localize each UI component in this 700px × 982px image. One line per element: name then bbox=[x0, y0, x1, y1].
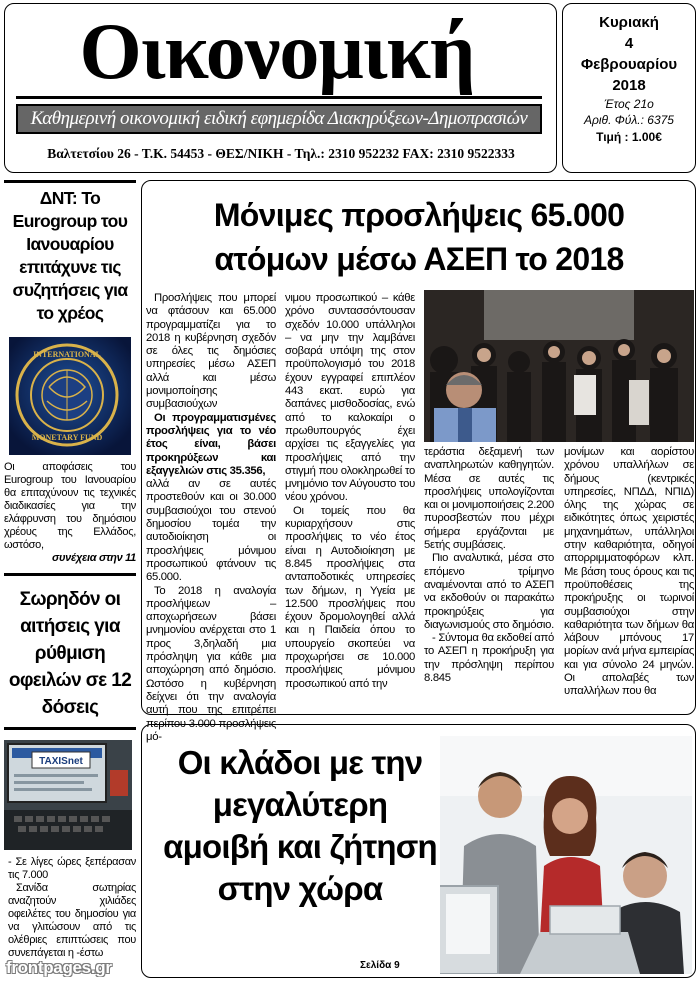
computer-screen-icon bbox=[4, 740, 132, 850]
taxisnet-image bbox=[4, 740, 132, 850]
main-col2-p1: νιμου προσωπικού – κάθε χρόνο συντασσόντουσαν σχεδόν 10.000 υπάλληλοι – να μην την λαμβάνει σοβαρά υπόψη της στον προϋπολογισμό του 2018 έχουν εγγραφεί επιπλέον 443 εκατ. ευρώ για δαπάνες μισθοδοσίας, ενώ από το καλοκαίρι ο πρωθυπουργός έχει αρχίσει τις εξαγγελίες για προσλήψεις από την στιγμή που ολοκληρωθεί το μνημόνιο τον Αύγουστο του νέου χρόνου. bbox=[285, 292, 415, 504]
svg-text:MONETARY FUND: MONETARY FUND bbox=[31, 433, 103, 442]
date-box bbox=[562, 3, 696, 173]
weekday: Κυριακή bbox=[599, 14, 659, 31]
crowd-image bbox=[424, 290, 694, 442]
newspaper-address: Βαλτετσίου 26 - Τ.Κ. 54453 - ΘΕΣ/ΝΙΚΗ - Τηλ.: 2310 952232 FAX: 2310 9522333 bbox=[47, 146, 515, 161]
bottom-headline[interactable]: Οι κλάδοι με την μεγαλύτερη αμοιβή και ζήτηση στην χώρα bbox=[163, 744, 437, 907]
main-col4-p1: μονίμων και αορίστου χρόνου υπαλλήλων σε δήμους (κεντρικές υπηρεσίες, ΝΠΔΔ, ΝΠΙΔ) όλης της χώρας σε ειδικότητες όπως χειριστές μηχανημάτων, υπάλληλοι στην καθαριότητα, οδηγοί απορριμματοφόρων κλπ. Με βάση τους όρους και τις προϋποθέσεις της προκήρυξης οι τωρινοί συμβασιούχοι στην καθαριότητα των δήμων θα λάβουν μπόνους 17 μορίων ανά μήνα εμπειρίας και για σύνολο 24 μηνών. Οι απολαβές των υπαλλήλων που θα bbox=[564, 446, 694, 698]
page-reference[interactable]: Σελίδα 9 bbox=[360, 960, 400, 971]
debt-subhead: - Σε λίγες ώρες ξεπέρασαν τις 7.000 bbox=[8, 856, 136, 881]
divider bbox=[4, 180, 136, 183]
students-image bbox=[440, 736, 692, 974]
main-col1-p2: αλλά αν σε αυτές προστεθούν και οι 30.000 συμβασιούχοι του στενού δημοσίου τομέα την αυτοδιοίκηση οι προσλήψεις μόνιμου προσωπικού φτάνουν τις 65.000. bbox=[146, 478, 276, 584]
main-column-2 bbox=[285, 292, 415, 691]
imf-continued-link[interactable]: συνέχεια στην 11 bbox=[51, 552, 136, 564]
imf-headline[interactable]: ΔΝΤ: Το Eurogroup του Ιανουαρίου επιτάχυνε τις συζητήσεις για το χρέος bbox=[12, 188, 128, 323]
debt-headline[interactable]: Σωρηδόν οι αιτήσεις για ρύθμιση οφειλών σε 12 δόσεις bbox=[8, 589, 132, 718]
imf-logo-image bbox=[9, 337, 131, 455]
svg-text:INTERNATIONAL: INTERNATIONAL bbox=[33, 350, 101, 359]
volume: Έτος 21ο bbox=[604, 97, 654, 111]
frontpages-watermark: frontpages.gr bbox=[6, 958, 112, 977]
main-headline-line1: Μόνιμες προσλήψεις 65.000 bbox=[213, 197, 625, 233]
left-column bbox=[4, 180, 136, 960]
main-col3-p1: τεράστια δεξαμενή των αναπληρωτών καθηγητών. Μέσα σε αυτές τις προσλήψεις υπολογίζονται και οι μονιμοποιήσεις 2.200 πυροσβεστών που μέχρι σήμερα εργάζονται με 5ετής συμβάσεις. bbox=[424, 446, 554, 552]
main-column-3 bbox=[424, 446, 554, 685]
main-headline-line2: ατόμων μέσω ΑΣΕΠ το 2018 bbox=[214, 241, 624, 277]
month: Φεβρουαρίου bbox=[580, 56, 678, 73]
divider bbox=[4, 573, 136, 576]
main-col3-p3: - Σύντομα θα εκδοθεί από το ΑΣΕΠ η προκήρυξη για την πρόσληψη περίπου 8.845 bbox=[424, 632, 554, 685]
day: 4 bbox=[624, 35, 634, 52]
newspaper-tagline: Καθημερινή οικονομική ειδική εφημερίδα Διακηρύξεων-Δημοπρασιών bbox=[16, 104, 542, 134]
masthead-rule bbox=[16, 96, 542, 99]
issue-number: Αριθ. Φύλ.: 6375 bbox=[584, 113, 674, 127]
main-column-1 bbox=[146, 292, 276, 744]
imf-seal-icon bbox=[9, 337, 131, 455]
price: Τιμή : 1.00€ bbox=[596, 130, 662, 144]
main-column-4 bbox=[564, 446, 694, 699]
students-photo bbox=[440, 736, 692, 974]
year: 2018 bbox=[612, 77, 646, 94]
divider bbox=[4, 727, 136, 730]
main-col1-bold: Οι προγραμματισμένες προσλήψεις για το νέο έτος είναι, βάσει προκηρύξεων και εξαγγελιών στις 35.356, bbox=[146, 411, 276, 477]
debt-body: Σανίδα σωτηρίας αναζητούν χιλιάδες οφειλέτες του δημοσίου για να γλιτώσουν από τις ολέθριες επιπτώσεις που συνεπάγεται η -έστω bbox=[8, 882, 136, 959]
main-headline[interactable] bbox=[150, 193, 688, 281]
newspaper-title: Οικονομική bbox=[79, 8, 475, 96]
main-col1-p1: Προσλήψεις που μπορεί να φτάσουν και 65.000 προγραμματίζει για το 2018 η κυβέρνηση σχεδόν σε όλες τις δημόσιες υπηρεσίες μέσω ΑΣΕΠ αλλά και μέσω μονιμοποίησης συμβασιούχων bbox=[146, 292, 276, 411]
crowd-photo bbox=[424, 290, 694, 442]
main-col1-p3: Το 2018 η αναλογία προσλήψεων – αποχωρήσεων βάσει μνημονίου ανέρχεται στο 1 προς 3,δηλαδή μια πρόσληψη για κάθε μια αποχώρηση από δημόσιο. Ωστόσο η κυβέρνηση δείχνει ότι την αναλογία αυτή που της επιτρέπει περίπου 3.000 προσλήψεις μό- bbox=[146, 584, 276, 743]
imf-body: Οι αποφάσεις του Eurogroup του Ιανουαρίου θα επιταχύνουν τις τεχνικές διαδικασίες για την ελάφρυνση του δημόσιου χρέους της Ελλάδος, ωστόσο, bbox=[4, 461, 136, 551]
main-col3-p2: Πιο αναλυτικά, μέσα στο επόμενο τρίμηνο αναμένονται από το ΑΣΕΠ να εκδοθούν οι παρακάτω προκηρύξεις για διαγωνισμούς στο δημόσιο. bbox=[424, 552, 554, 631]
main-col2-p2: Οι τομείς που θα κυριαρχήσουν στις προσλήψεις το νέο έτος είναι η Αυτοδιοίκηση με 8.845 προσλήψεις στα ανταποδοτικές υπηρεσίες των δήμων, η Υγεία με 12.500 προσλήψεις που έχουν δρομολογηθεί αλλά και η Παιδεία όπου το υπουργείο σκοπεύει να προχωρήσει σε 10.000 προσλήψεις μόνιμου προσωπικού από την bbox=[285, 504, 415, 690]
svg-text:TAXISnet: TAXISnet bbox=[39, 756, 83, 767]
